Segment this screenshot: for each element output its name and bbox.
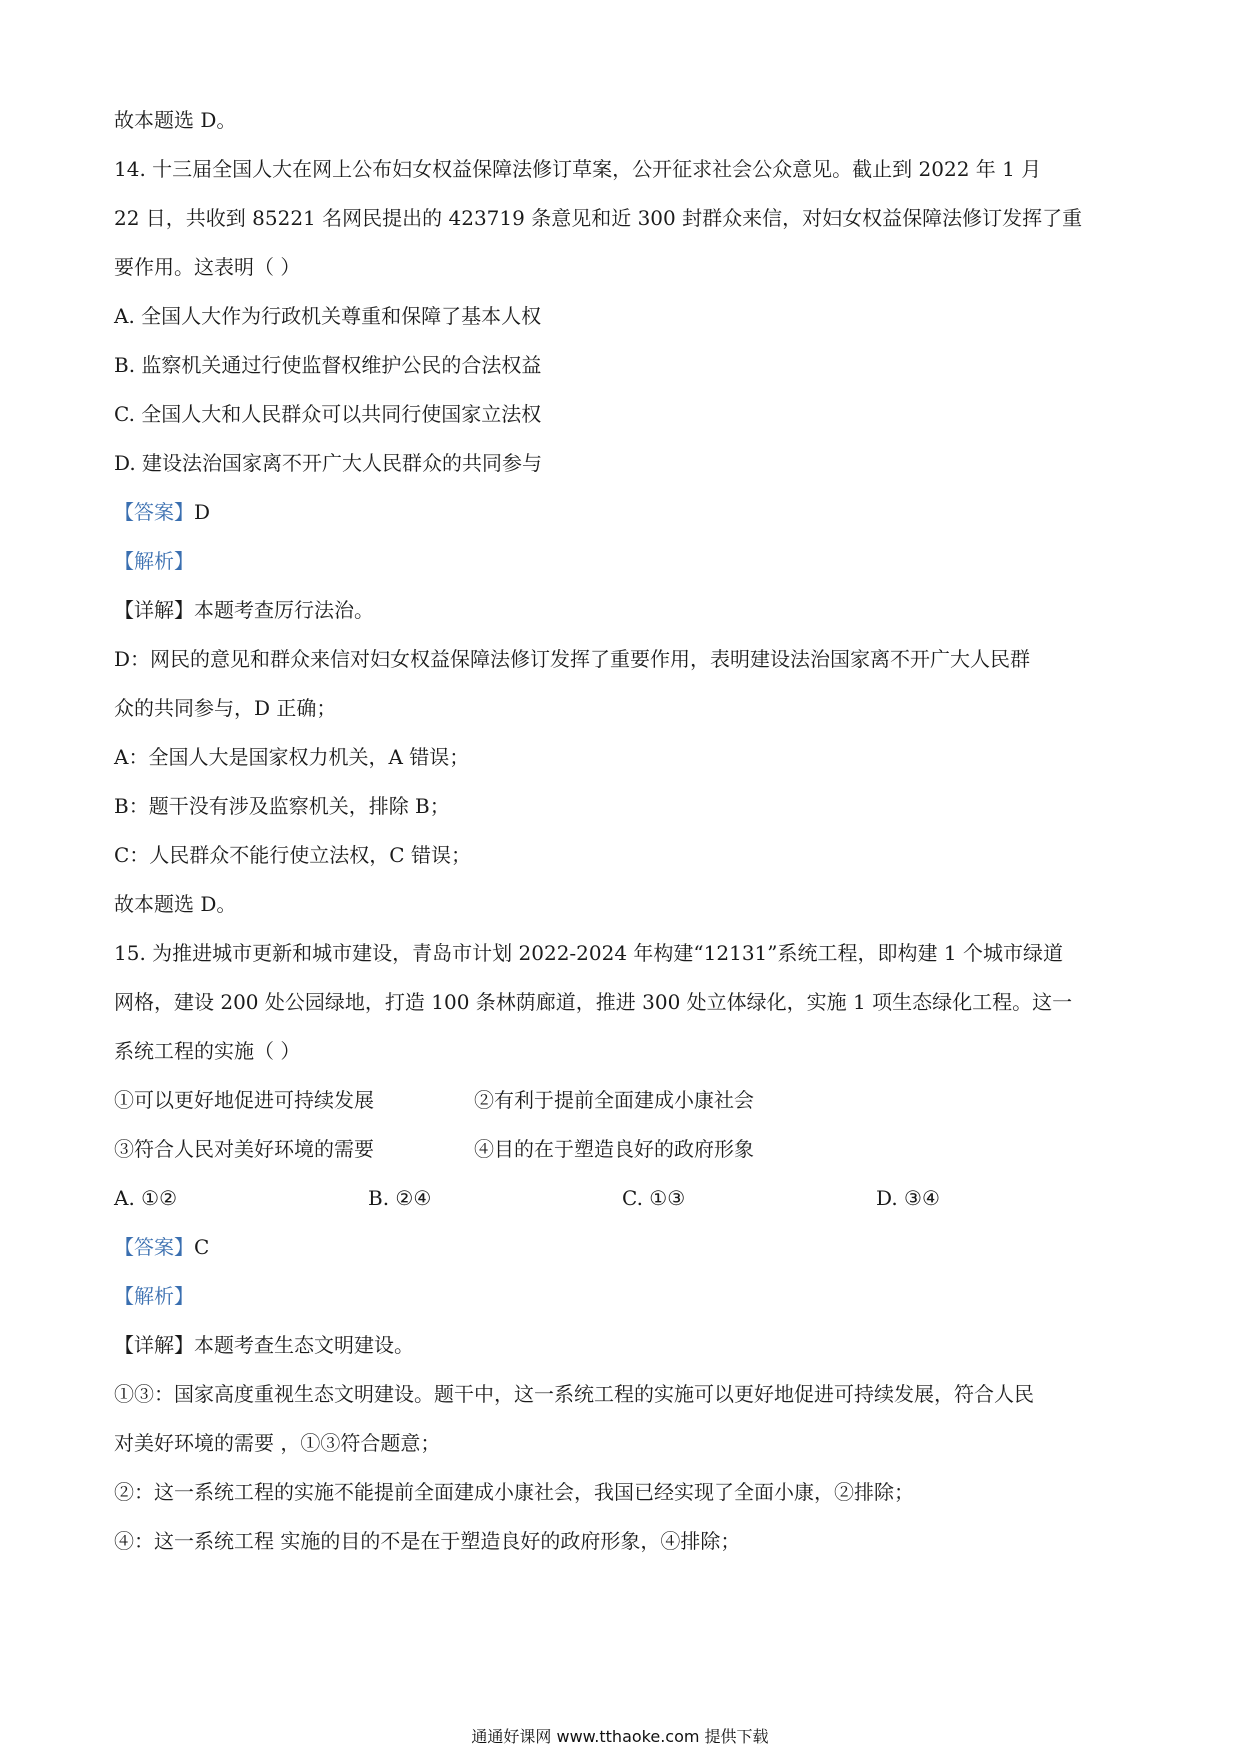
q14-explanation-line: C：人民群众不能行使立法权，C 错误； [114, 843, 471, 867]
question-14 [114, 145, 1134, 929]
q15-explanation-line: 对美好环境的需要 ，①③符合题意； [114, 1431, 441, 1455]
analysis-tag: 【解析】 [114, 1284, 194, 1308]
q15-stem-line: 15. 为推进城市更新和城市建设，青岛市计划 2022-2024 年构建“12131”系统工程，即构建 1 个城市绿道 [114, 941, 1063, 965]
question-15 [114, 929, 1134, 1566]
q15-statement-4: ④目的在于塑造良好的政府形象 [474, 1137, 754, 1161]
q14-stem-line: 22 日，共收到 85221 名网民提出的 423719 条意见和近 300 封群众来信，对妇女权益保障法修订发挥了重 [114, 206, 1083, 230]
answer-value: C [194, 1235, 210, 1259]
q14-explanation-line: D：网民的意见和群众来信对妇女权益保障法修订发挥了重要作用，表明建设法治国家离不开广大人民群 [114, 647, 1031, 671]
q15-option-d: D. ③④ [876, 1186, 940, 1210]
answer-value: D [194, 500, 211, 524]
q14-option-a: A. 全国人大作为行政机关尊重和保障了基本人权 [114, 304, 542, 328]
q15-option-a: A. ①② [114, 1186, 178, 1210]
q15-statement-2: ②有利于提前全面建成小康社会 [474, 1088, 754, 1112]
q15-answer [114, 1223, 1134, 1272]
analysis-tag: 【解析】 [114, 549, 194, 573]
q15-option-b: B. ②④ [368, 1186, 432, 1210]
q14-option-c: C. 全国人大和人民群众可以共同行使国家立法权 [114, 402, 542, 426]
q15-statement-1: ①可以更好地促进可持续发展 [114, 1088, 374, 1112]
q14-detail: 【详解】本题考查厉行法治。 [114, 598, 374, 622]
q15-explanation-line: ②：这一系统工程的实施不能提前全面建成小康社会，我国已经实现了全面小康，②排除； [114, 1480, 914, 1504]
q15-statement-3: ③符合人民对美好环境的需要 [114, 1137, 374, 1161]
q14-stem-line: 14. 十三届全国人大在网上公布妇女权益保障法修订草案，公开征求社会公众意见。截止到 2022 年 1 月 [114, 157, 1042, 181]
q15-explanation-line: ①③：国家高度重视生态文明建设。题干中，这一系统工程的实施可以更好地促进可持续发展，符合人民 [114, 1382, 1034, 1406]
q14-explanation-line: 众的共同参与，D 正确； [114, 696, 337, 720]
q14-explanation-line: 故本题选 D。 [114, 892, 237, 916]
q14-answer [114, 488, 1134, 537]
q14-option-d: D. 建设法治国家离不开广大人民群众的共同参与 [114, 451, 543, 475]
q15-stem-line: 系统工程的实施（ ） [114, 1039, 301, 1063]
q15-statements-row [114, 1076, 1134, 1125]
q15-options-row [114, 1174, 1134, 1223]
answer-tag: 【答案】 [114, 1235, 194, 1259]
q15-detail: 【详解】本题考查生态文明建设。 [114, 1333, 414, 1357]
answer-tag: 【答案】 [114, 500, 194, 524]
q15-stem-line: 网格，建设 200 处公园绿地，打造 100 条林荫廊道，推进 300 处立体绿化，实施 1 项生态绿化工程。这一 [114, 990, 1073, 1014]
q14-option-b: B. 监察机关通过行使监督权维护公民的合法权益 [114, 353, 542, 377]
q14-stem-line: 要作用。这表明（ ） [114, 255, 301, 279]
q14-explanation-line: B：题干没有涉及监察机关，排除 B； [114, 794, 450, 818]
document-page [114, 96, 1134, 1566]
q15-option-c: C. ①③ [622, 1186, 686, 1210]
q15-statements-row [114, 1125, 1134, 1174]
page-footer: 通通好课网 www.tthaoke.com 提供下载 [471, 1727, 769, 1746]
q15-explanation-line: ④：这一系统工程 实施的目的不是在于塑造良好的政府形象，④排除； [114, 1529, 741, 1553]
q14-explanation-line: A：全国人大是国家权力机关，A 错误； [114, 745, 470, 769]
q13-conclusion: 故本题选 D。 [114, 108, 237, 132]
